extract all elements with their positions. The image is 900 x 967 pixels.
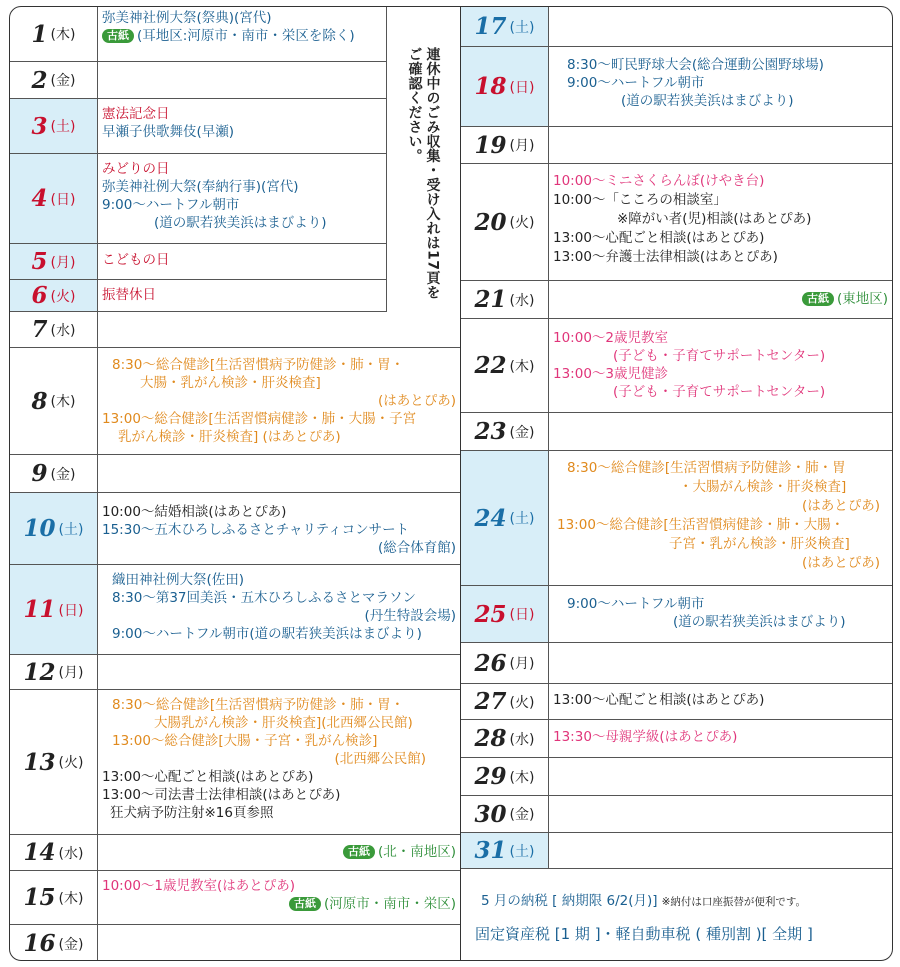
date-cell: 10 (土): [10, 493, 98, 564]
events: [553, 728, 888, 755]
event: (北西郷公民館): [334, 751, 426, 767]
event: 13:00～総合健診[大腸・子宮・乳がん検診]: [112, 733, 378, 749]
kogami-badge: 古紙: [343, 845, 375, 859]
day-row-13: [10, 690, 460, 835]
events: [102, 503, 456, 562]
events: [553, 172, 888, 278]
event: 10:00～「こころの相談室」: [553, 192, 727, 208]
events: [102, 843, 456, 868]
day-row-8: [10, 348, 460, 455]
date-cell: 17 (土): [461, 7, 549, 46]
event: 13:00～司法書士法律相談(はあとぴあ): [102, 787, 341, 803]
event: (総合体育館): [377, 540, 456, 556]
event: みどりの日: [102, 161, 170, 177]
date-cell: 9 (金): [10, 455, 98, 492]
event: 13:00～総合健診[生活習慣病健診・肺・大腸・: [557, 517, 845, 533]
event: 憲法記念日: [102, 106, 170, 122]
event: 古紙 (北・南地区): [102, 843, 456, 861]
event: (丹生特設会場): [364, 608, 456, 624]
event: 織田神社例大祭(佐田): [112, 572, 245, 588]
day-row-11: [10, 565, 460, 655]
event: 13:00～心配ごと相談(はあとぴあ): [102, 769, 314, 785]
event: 13:30～母親学級(はあとぴあ): [553, 729, 738, 745]
date-cell: 2 (金): [10, 62, 98, 98]
kogami-badge: 古紙: [289, 897, 321, 911]
date-cell: 29 (木): [461, 758, 549, 795]
event: (子ども・子育てサポートセンター): [613, 384, 826, 400]
events: [553, 329, 888, 410]
day-row-27: [461, 684, 892, 720]
date-cell: 8 (木): [10, 348, 98, 454]
events: [102, 877, 456, 922]
date-cell: 11 (日): [10, 565, 98, 654]
day-row-22: [461, 319, 892, 413]
day-row-10: [10, 493, 460, 565]
day-row-25: [461, 586, 892, 643]
date-cell: 12 (月): [10, 655, 98, 689]
date-cell: 7 (水): [10, 312, 98, 347]
date-cell: 21 (水): [461, 281, 549, 318]
day-row-17: [461, 7, 892, 47]
event: 早瀬子供歌舞伎(早瀬): [102, 124, 235, 140]
event: 10:00～2歳児教室: [553, 330, 668, 346]
date-cell: 1 (木): [10, 7, 98, 61]
event: 大腸乳がん検診・肝炎検査](北西郷公民館): [154, 715, 413, 731]
events: [553, 595, 888, 640]
event: 9:00～ハートフル朝市: [567, 596, 705, 612]
event: 13:00～3歳児健診: [553, 366, 668, 382]
date-cell: 5 (月): [10, 244, 98, 279]
event: 13:00～心配ごと相談(はあとぴあ): [553, 230, 765, 246]
event: 古紙 (耳地区:河原市・南市・栄区を除く): [102, 27, 456, 45]
tax-notice: [461, 867, 892, 961]
event: 大腸・乳がん検診・肝炎検査]: [140, 375, 321, 391]
date-cell: 6 (火): [10, 280, 98, 311]
events: [553, 290, 888, 316]
events: [102, 571, 456, 652]
kogami-badge: 古紙: [102, 29, 134, 43]
day-row-19: [461, 127, 892, 164]
event: (道の駅若狭美浜はまびより): [154, 215, 327, 231]
event: 9:00～ハートフル朝市: [567, 75, 705, 91]
event: 8:30～町民野球大会(総合運動公園野球場): [567, 57, 824, 73]
day-row-12: [10, 655, 460, 690]
event: 子宮・乳がん検診・肝炎検査]: [669, 536, 850, 552]
event: 8:30～第37回美浜・五木ひろしふるさとマラソン: [112, 590, 416, 606]
tax-deadline: 5 月の納税 [ 納期限 6/2(月)] ※納付は口座振替が便利です。: [481, 893, 807, 909]
event: 狂犬病予防注射※16頁参照: [110, 805, 274, 821]
events: [102, 356, 456, 452]
event: (はあとぴあ): [801, 498, 880, 514]
day-row-9: [10, 455, 460, 493]
date-cell: 19 (月): [461, 127, 549, 163]
date-cell: 14 (水): [10, 835, 98, 870]
date-cell: 16 (金): [10, 925, 98, 961]
event: (子ども・子育てサポートセンター): [613, 348, 826, 364]
date-cell: 13 (火): [10, 690, 98, 834]
events: [553, 459, 888, 583]
date-cell: 31 (土): [461, 833, 549, 868]
event: (道の駅若狭美浜はまびより): [621, 93, 794, 109]
holiday-garbage-note: 連休中のごみ収集・受け入れは17頁をご確認ください。: [386, 7, 460, 312]
day-row-21: [461, 281, 892, 319]
day-row-15: [10, 871, 460, 925]
event: 9:00～ハートフル朝市: [102, 197, 240, 213]
event: 弥美神社例大祭(祭典)(宮代): [102, 10, 272, 26]
event: 古紙 (東地区): [553, 290, 888, 308]
day-row-7: [10, 312, 460, 348]
left-column: [10, 7, 461, 960]
date-cell: 15 (木): [10, 871, 98, 924]
event: (はあとぴあ): [801, 555, 880, 571]
date-cell: 4 (日): [10, 154, 98, 243]
date-cell: 27 (火): [461, 684, 549, 719]
event: 13:00～弁護士法律相談(はあとぴあ): [553, 249, 778, 265]
calendar: [9, 6, 893, 961]
event: 振替休日: [102, 287, 156, 303]
event: 8:30～総合健診[生活習慣病予防健診・肺・胃: [567, 460, 846, 476]
event: 弥美神社例大祭(奉納行事)(宮代): [102, 179, 299, 195]
date-cell: 22 (木): [461, 319, 549, 412]
date-cell: 26 (月): [461, 643, 549, 683]
day-row-31: [461, 833, 892, 869]
event: こどもの日: [102, 252, 170, 268]
day-row-26: [461, 643, 892, 684]
date-cell: 18 (日): [461, 47, 549, 126]
event: 8:30～総合健診[生活習慣病予防健診・肺・胃・: [112, 697, 405, 713]
day-row-28: [461, 720, 892, 758]
day-row-18: [461, 47, 892, 127]
event: 乳がん検診・肝炎検査] (はあとぴあ): [118, 429, 341, 445]
date-cell: 20 (火): [461, 164, 549, 280]
day-row-29: [461, 758, 892, 796]
event: 13:00～心配ごと相談(はあとぴあ): [553, 692, 765, 708]
kogami-badge: 古紙: [802, 292, 834, 306]
events: [102, 696, 456, 832]
events: [553, 56, 888, 124]
event: 10:00～ミニさくらんぼ(けやき台): [553, 173, 765, 189]
day-row-20: [461, 164, 892, 281]
date-cell: 24 (土): [461, 451, 549, 585]
event: (道の駅若狭美浜はまびより): [673, 614, 846, 630]
date-cell: 28 (水): [461, 720, 549, 757]
event: 10:00～結婚相談(はあとぴあ): [102, 504, 287, 520]
events: [553, 691, 888, 717]
date-cell: 23 (金): [461, 413, 549, 450]
right-column: [461, 7, 892, 960]
event: 10:00～1歳児教室(はあとぴあ): [102, 878, 296, 894]
event: 古紙 (河原市・南市・栄区): [102, 895, 456, 913]
day-row-24: [461, 451, 892, 586]
tax-items: 固定資産税 [1 期 ]・軽自動車税 ( 種別割 )[ 全期 ]: [475, 925, 813, 943]
day-row-16: [10, 925, 460, 961]
event: 15:30～五木ひろしふるさとチャリティコンサート: [102, 522, 410, 538]
day-row-30: [461, 796, 892, 833]
event: 13:00～総合健診[生活習慣病健診・肺・大腸・子宮: [102, 411, 417, 427]
day-row-14: [10, 835, 460, 871]
date-cell: 30 (金): [461, 796, 549, 832]
event: ・大腸がん検診・肝炎検査]: [679, 479, 847, 495]
event: 8:30～総合健診[生活習慣病予防健診・肺・胃・: [112, 357, 405, 373]
date-cell: 3 (土): [10, 99, 98, 153]
event: ※障がい者(児)相談(はあとぴあ): [617, 211, 812, 227]
date-cell: 25 (日): [461, 586, 549, 642]
event: (はあとぴあ): [377, 393, 456, 409]
event: 9:00～ハートフル朝市(道の駅若狭美浜はまびより): [112, 626, 422, 642]
day-row-23: [461, 413, 892, 451]
